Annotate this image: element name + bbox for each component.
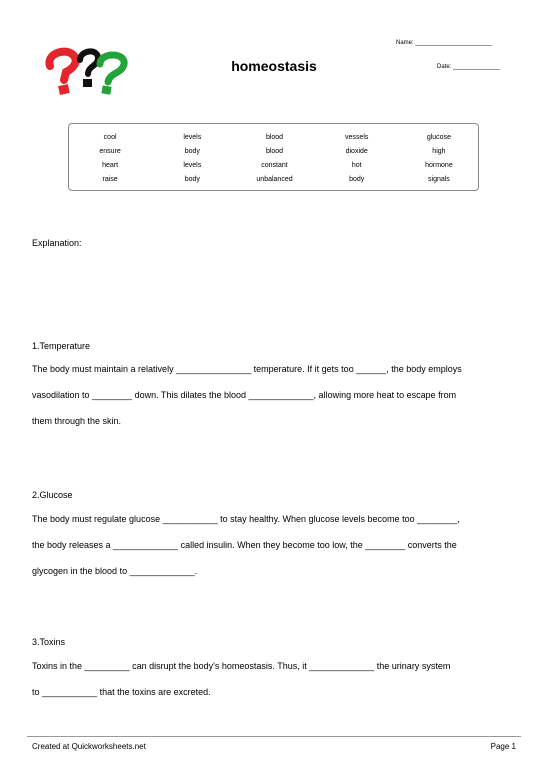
page-title: homeostasis	[231, 58, 317, 74]
text-line: to ___________ that the toxins are excreted.	[32, 687, 211, 697]
word-bank-word: body	[349, 176, 365, 183]
text-line: The body must maintain a relatively _______________ temperature. If it gets too ______, the body employs	[32, 364, 462, 374]
date-field: Date: ______________	[437, 64, 500, 70]
word-bank-word: dioxide	[345, 148, 368, 155]
text-line: them through the skin.	[32, 416, 122, 426]
word-bank-row	[69, 131, 480, 145]
question-marks-logo-icon	[42, 46, 132, 102]
word-bank-word: signals	[428, 176, 450, 183]
word-bank-word: levels	[183, 162, 202, 169]
section-heading: 3.Toxins	[32, 637, 66, 647]
word-bank-word: cool	[103, 134, 117, 141]
text-line: the body releases a _____________ called insulin. When they become too low, the ________ converts the	[32, 540, 457, 550]
text-line: The body must regulate glucose ___________ to stay healthy. When glucose levels become too ________,	[32, 514, 460, 524]
page-number: Page 1	[490, 742, 516, 751]
word-bank	[68, 123, 479, 191]
word-bank-word: high	[432, 148, 446, 155]
word-bank-word: blood	[265, 134, 284, 141]
text-line: glycogen in the blood to _____________.	[32, 566, 198, 576]
word-bank-row	[69, 159, 480, 173]
word-bank-word: hot	[351, 162, 362, 169]
text-line: Toxins in the _________ can disrupt the body's homeostasis. Thus, it _____________ the urinary system	[32, 661, 451, 671]
name-field: Name: _______________________	[396, 40, 493, 46]
footer-credit: Created at Quickworksheets.net	[32, 742, 146, 751]
word-bank-word: unbalanced	[256, 176, 293, 183]
word-bank-word: body	[184, 176, 200, 183]
word-bank-row	[69, 173, 480, 187]
section-heading: 2.Glucose	[32, 490, 73, 500]
section-text	[32, 356, 512, 434]
word-bank-row	[69, 145, 480, 159]
word-bank-word: levels	[183, 134, 202, 141]
word-bank-word: body	[184, 148, 200, 155]
section-text	[32, 506, 512, 584]
section-heading: 1.Temperature	[32, 341, 91, 351]
word-bank-word: raise	[102, 176, 118, 183]
word-bank-word: ensure	[99, 148, 121, 155]
word-bank-word: heart	[102, 162, 119, 169]
word-bank-word: hormone	[425, 162, 453, 169]
section-text	[32, 653, 512, 705]
word-bank-word: constant	[261, 162, 288, 169]
footer-divider	[27, 736, 521, 737]
word-bank-word: vessels	[345, 134, 369, 141]
word-bank-word: glucose	[426, 134, 451, 141]
word-bank-word: blood	[265, 148, 284, 155]
text-line: vasodilation to ________ down. This dilates the blood _____________, allowing more heat to escape from	[32, 390, 457, 400]
explanation-label: Explanation:	[32, 238, 82, 248]
